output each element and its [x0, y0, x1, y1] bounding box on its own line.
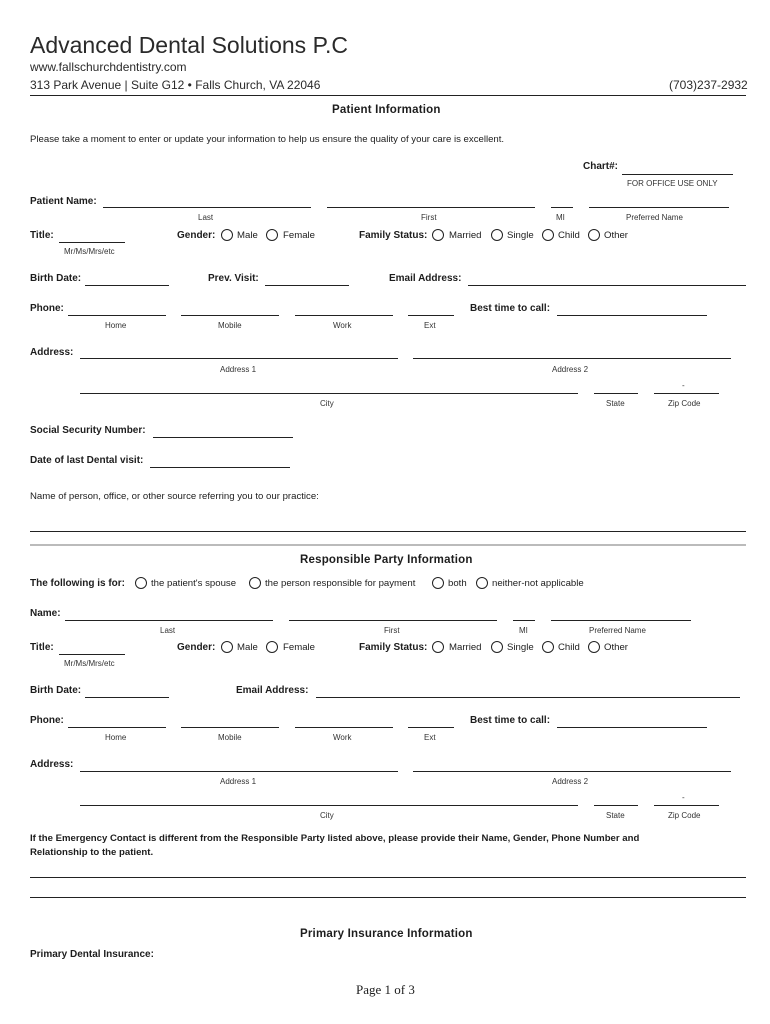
patient-email-label: Email Address: — [389, 273, 462, 284]
practice-name: Advanced Dental Solutions P.C — [30, 32, 348, 58]
patient-birth-field[interactable] — [85, 285, 169, 286]
patient-preferred-name-field[interactable] — [589, 207, 729, 208]
responsible-family-other-radio[interactable] — [588, 641, 600, 653]
patient-state-field[interactable] — [594, 393, 638, 394]
emergency-contact-field-1[interactable] — [30, 877, 746, 878]
patient-phone-label: Phone: — [30, 303, 64, 314]
patient-family-single-label: Single — [507, 230, 534, 241]
responsible-preferred-name-field[interactable] — [551, 620, 691, 621]
insurance-section-title: Primary Insurance Information — [300, 928, 473, 940]
responsible-for-spouse-radio[interactable] — [135, 577, 147, 589]
responsible-for-payment-radio[interactable] — [249, 577, 261, 589]
responsible-gender-male-radio[interactable] — [221, 641, 233, 653]
patient-address1-caption: Address 1 — [220, 365, 257, 374]
patient-title-caption: Mr/Ms/Mrs/etc — [64, 247, 115, 256]
responsible-zip-caption: Zip Code — [668, 811, 701, 820]
responsible-first-name-field[interactable] — [289, 620, 497, 621]
patient-mi-field[interactable] — [551, 207, 573, 208]
responsible-last-name-field[interactable] — [65, 620, 273, 621]
responsible-section-title: Responsible Party Information — [300, 554, 473, 566]
chart-field[interactable] — [622, 174, 733, 175]
responsible-zip-dash: - — [682, 793, 685, 802]
patient-address2-caption: Address 2 — [552, 365, 589, 374]
responsible-email-label: Email Address: — [236, 685, 309, 696]
patient-address-label: Address: — [30, 347, 74, 358]
primary-dental-insurance-label: Primary Dental Insurance: — [30, 949, 154, 960]
patient-family-single-radio[interactable] — [491, 229, 503, 241]
office-use-note: FOR OFFICE USE ONLY — [627, 179, 718, 188]
patient-mobile-caption: Mobile — [218, 321, 242, 330]
responsible-best-time-field[interactable] — [557, 727, 707, 728]
patient-gender-female-label: Female — [283, 230, 315, 241]
patient-birth-label: Birth Date: — [30, 273, 82, 284]
patient-family-child-radio[interactable] — [542, 229, 554, 241]
responsible-state-caption: State — [606, 811, 625, 820]
patient-prev-visit-field[interactable] — [265, 285, 349, 286]
patient-mobile-phone-field[interactable] — [181, 315, 279, 316]
patient-gender-female-radio[interactable] — [266, 229, 278, 241]
responsible-ext-caption: Ext — [424, 733, 436, 742]
responsible-gender-female-label: Female — [283, 642, 315, 653]
patient-home-caption: Home — [105, 321, 127, 330]
responsible-home-phone-field[interactable] — [68, 727, 166, 728]
practice-address: 313 Park Avenue | Suite G12 • Falls Church, VA 22046 — [30, 78, 321, 92]
responsible-gender-male-label: Male — [237, 642, 258, 653]
patient-zip-caption: Zip Code — [668, 399, 701, 408]
responsible-phone-label: Phone: — [30, 715, 64, 726]
emergency-instructions-continued: Relationship to the patient. — [30, 847, 154, 858]
responsible-title-field[interactable] — [59, 654, 125, 655]
responsible-home-caption: Home — [105, 733, 127, 742]
patient-email-field[interactable] — [468, 285, 746, 286]
patient-work-caption: Work — [333, 321, 352, 330]
patient-home-phone-field[interactable] — [68, 315, 166, 316]
responsible-for-neither-label: neither-not applicable — [492, 578, 584, 589]
responsible-for-both-label: both — [448, 578, 467, 589]
patient-mi-caption: MI — [556, 213, 565, 222]
patient-last-visit-label: Date of last Dental visit: — [30, 455, 144, 466]
responsible-zip-field[interactable] — [654, 805, 719, 806]
patient-address1-field[interactable] — [80, 358, 398, 359]
patient-best-time-field[interactable] — [557, 315, 707, 316]
patient-first-caption: First — [421, 213, 437, 222]
patient-last-caption: Last — [198, 213, 214, 222]
patient-first-name-field[interactable] — [327, 207, 535, 208]
responsible-gender-label: Gender: — [177, 642, 216, 653]
patient-intro: Please take a moment to enter or update your information to help us ensure the quality of your care is excellent. — [30, 134, 505, 145]
patient-zip-dash: - — [682, 381, 685, 390]
patient-ext-field[interactable] — [408, 315, 454, 316]
patient-prev-visit-label: Prev. Visit: — [208, 273, 259, 284]
responsible-mi-field[interactable] — [513, 620, 535, 621]
responsible-family-child-label: Child — [558, 642, 580, 653]
responsible-ext-field[interactable] — [408, 727, 454, 728]
patient-best-time-label: Best time to call: — [470, 303, 551, 314]
responsible-preferred-caption: Preferred Name — [589, 626, 646, 635]
responsible-for-label: The following is for: — [30, 578, 125, 589]
emergency-instructions: If the Emergency Contact is different from the Responsible Party listed above, please provide their Name, Gender, Phone Number and — [30, 833, 640, 844]
patient-family-married-radio[interactable] — [432, 229, 444, 241]
responsible-family-married-radio[interactable] — [432, 641, 444, 653]
patient-zip-field[interactable] — [654, 393, 719, 394]
page-number: Page 1 of 3 — [356, 982, 415, 997]
responsible-last-caption: Last — [160, 626, 176, 635]
responsible-address1-caption: Address 1 — [220, 777, 257, 786]
patient-state-caption: State — [606, 399, 625, 408]
patient-city-caption: City — [320, 399, 334, 408]
emergency-contact-field-2[interactable] — [30, 897, 746, 898]
responsible-birth-label: Birth Date: — [30, 685, 82, 696]
responsible-for-both-radio[interactable] — [432, 577, 444, 589]
patient-ssn-label: Social Security Number: — [30, 425, 146, 436]
patient-preferred-caption: Preferred Name — [626, 213, 683, 222]
header-divider — [30, 95, 746, 96]
responsible-email-field[interactable] — [316, 697, 740, 698]
responsible-work-caption: Work — [333, 733, 352, 742]
responsible-mobile-caption: Mobile — [218, 733, 242, 742]
responsible-city-field[interactable] — [80, 805, 578, 806]
patient-section-title: Patient Information — [332, 104, 441, 116]
responsible-mobile-phone-field[interactable] — [181, 727, 279, 728]
patient-gender-label: Gender: — [177, 230, 216, 241]
patient-name-label: Patient Name: — [30, 196, 97, 207]
patient-ssn-field[interactable] — [153, 437, 293, 438]
responsible-state-field[interactable] — [594, 805, 638, 806]
patient-referral-label: Name of person, office, or other source referring you to our practice: — [30, 491, 319, 502]
patient-family-child-label: Child — [558, 230, 580, 241]
patient-address2-field[interactable] — [413, 358, 731, 359]
responsible-family-other-label: Other — [604, 642, 628, 653]
responsible-address2-field[interactable] — [413, 771, 731, 772]
responsible-family-child-radio[interactable] — [542, 641, 554, 653]
patient-referral-field[interactable] — [30, 531, 746, 532]
responsible-family-single-radio[interactable] — [491, 641, 503, 653]
responsible-family-married-label: Married — [449, 642, 482, 653]
patient-title-field[interactable] — [59, 242, 125, 243]
patient-last-visit-field[interactable] — [150, 467, 290, 468]
responsible-name-label: Name: — [30, 608, 61, 619]
patient-family-label: Family Status: — [359, 230, 428, 241]
responsible-for-spouse-label: the patient's spouse — [151, 578, 237, 589]
responsible-gender-female-radio[interactable] — [266, 641, 278, 653]
responsible-address2-caption: Address 2 — [552, 777, 589, 786]
patient-ext-caption: Ext — [424, 321, 436, 330]
practice-phone: (703)237-2932 — [669, 78, 748, 92]
responsible-mi-caption: MI — [519, 626, 528, 635]
responsible-city-caption: City — [320, 811, 334, 820]
responsible-for-neither-radio[interactable] — [476, 577, 488, 589]
responsible-first-caption: First — [384, 626, 400, 635]
responsible-title-caption: Mr/Ms/Mrs/etc — [64, 659, 115, 668]
patient-work-phone-field[interactable] — [295, 315, 393, 316]
responsible-address1-field[interactable] — [80, 771, 398, 772]
patient-last-name-field[interactable] — [103, 207, 311, 208]
responsible-for-payment-label: the person responsible for payment — [265, 578, 416, 589]
responsible-work-phone-field[interactable] — [295, 727, 393, 728]
responsible-best-time-label: Best time to call: — [470, 715, 551, 726]
responsible-family-single-label: Single — [507, 642, 534, 653]
responsible-title-label: Title: — [30, 642, 54, 653]
responsible-address-label: Address: — [30, 759, 74, 770]
section-divider — [30, 544, 746, 546]
patient-family-married-label: Married — [449, 230, 482, 241]
patient-family-other-label: Other — [604, 230, 628, 241]
responsible-birth-field[interactable] — [85, 697, 169, 698]
patient-gender-male-label: Male — [237, 230, 258, 241]
patient-gender-male-radio[interactable] — [221, 229, 233, 241]
chart-label: Chart#: — [583, 161, 619, 172]
website-link[interactable]: www.fallschurchdentistry.com — [30, 60, 187, 74]
patient-title-label: Title: — [30, 230, 54, 241]
responsible-family-label: Family Status: — [359, 642, 428, 653]
patient-city-field[interactable] — [80, 393, 578, 394]
patient-family-other-radio[interactable] — [588, 229, 600, 241]
